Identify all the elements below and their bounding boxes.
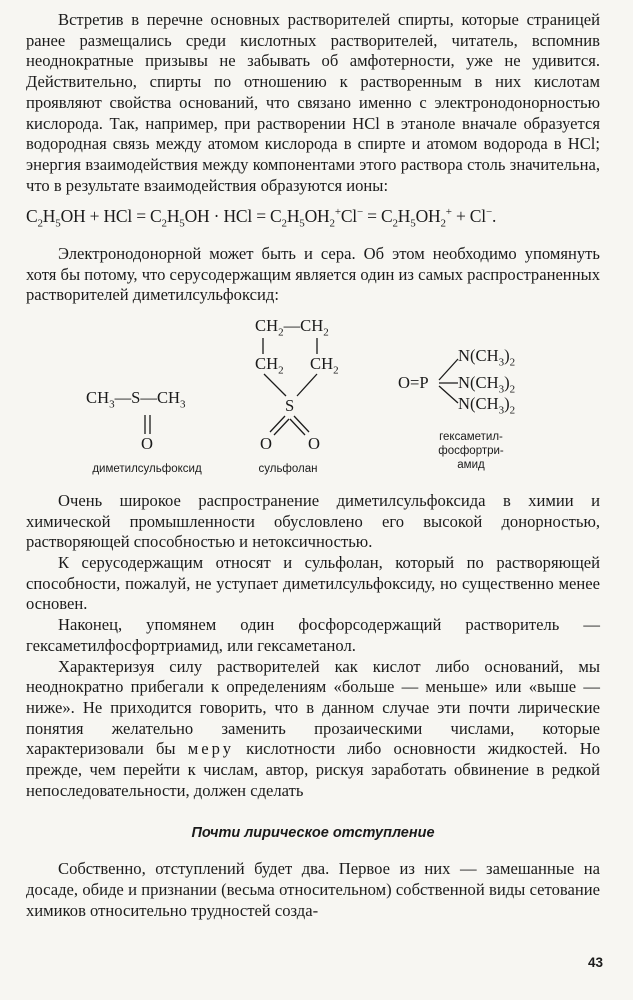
hmpa-n1: $N(CH_3)_2$ bbox=[458, 345, 516, 369]
sulfolane-oxygen-right: O bbox=[308, 433, 320, 453]
page-number: 43 bbox=[587, 955, 603, 970]
hmpa-caption: гексаметил- фосфортри- амид bbox=[438, 430, 504, 471]
sulfolane-oxygen-left: O bbox=[260, 433, 272, 453]
dmso-formula: $CH_3—S—CH_3$ bbox=[86, 387, 186, 411]
paragraph-digression: Собственно, отступлений будет два. Первое из них — замешанные на досаде, обиде и признании (весьма относительном) собственной виды сетование химиков относительно трудностей созда- bbox=[26, 859, 600, 920]
paragraph-hmpa: Наконец, упомянем один фосфорсодержащий растворитель — гексаметилфосфортриамид, или гексаметанол. bbox=[26, 615, 600, 655]
dmso-oxygen: O bbox=[141, 433, 153, 453]
paragraph-acidity: Характеризуя силу растворителей как кислот либо оснований, мы неоднократно прибегали к определениям «больше — меньше» или «выше — ниже». Не приходится говорить, что в данном случае эти почти лирические понятия желательно заменить прозаическими числами, которые характеризовали бы меру кислотности либо основности жидкостей. Но прежде, чем перейти к числам, автор, рискуя заработать обвинение в редкой непоследовательности, должен сделать bbox=[26, 656, 600, 800]
hmpa-n2: $N(CH_3)_2$ bbox=[458, 372, 516, 396]
sulfolane-ch2-left: $CH_2$ bbox=[255, 353, 284, 377]
section-heading: Почти лирическое отступление bbox=[191, 825, 435, 842]
dmso-caption: диметилсульфоксид bbox=[92, 462, 202, 475]
paragraph-sulfur: Электронодонорной может быть и сера. Об этом необходимо упомянуть хотя бы потому, что серусодержащим является один из самых распространенных растворителей диметилсульфоксид: bbox=[26, 243, 601, 305]
sulfolane-sulfur: S bbox=[285, 395, 295, 415]
reaction-equation: $C_2H_5OH$ + HCl = $C_2H_5OH$ · HCl = $C_2H_5OH_2^+Cl^- = C_2H_5OH_2^+ + Cl^-$. bbox=[26, 206, 497, 230]
page-content bbox=[26, 10, 600, 922]
hmpa-op: O=P bbox=[398, 372, 429, 392]
paragraph-sulfolane: К серусодержащим относят и сульфолан, который по растворяющей способности, пожалуй, не уступает диметилсульфоксиду, но существенно менее основен. bbox=[26, 553, 600, 614]
hmpa-n3: $N(CH_3)_2$ bbox=[458, 393, 516, 417]
paragraph-dmso: Очень широкое распространение диметилсульфоксида в химии и химической промышленности обусловлено его высокой донорностью, растворяющей способностью и нетоксичностью. bbox=[26, 490, 600, 552]
spaced-word: меру bbox=[187, 739, 234, 759]
sulfolane-caption: сульфолан bbox=[258, 462, 318, 475]
structural-formulas bbox=[26, 312, 600, 487]
sulfolane-ch2-right: $CH_2$ bbox=[310, 353, 339, 377]
paragraph-alcohols: Встретив в перечне основных растворителей спирты, которые страницей ранее размещались среди кислотных растворителей, читатель, вспомнив неоднократные призывы не забывать об амфотерности, уже не удивится. Действительно, спирты по отношению к растворенным в них кислотам проявляют свойства оснований, что связано именно с электронодонорностью кислорода. Так, например, при растворении HCl в этаноле вначале образуется водородная связь между атомом кислорода в спирте и атомом водорода в HCl; энергия взаимодействия между компонентами этого раствора столь значительна, что в результате взаимодействия образуются ионы: bbox=[26, 10, 600, 195]
sulfolane-top: $CH_2—CH_2$ bbox=[255, 315, 329, 339]
